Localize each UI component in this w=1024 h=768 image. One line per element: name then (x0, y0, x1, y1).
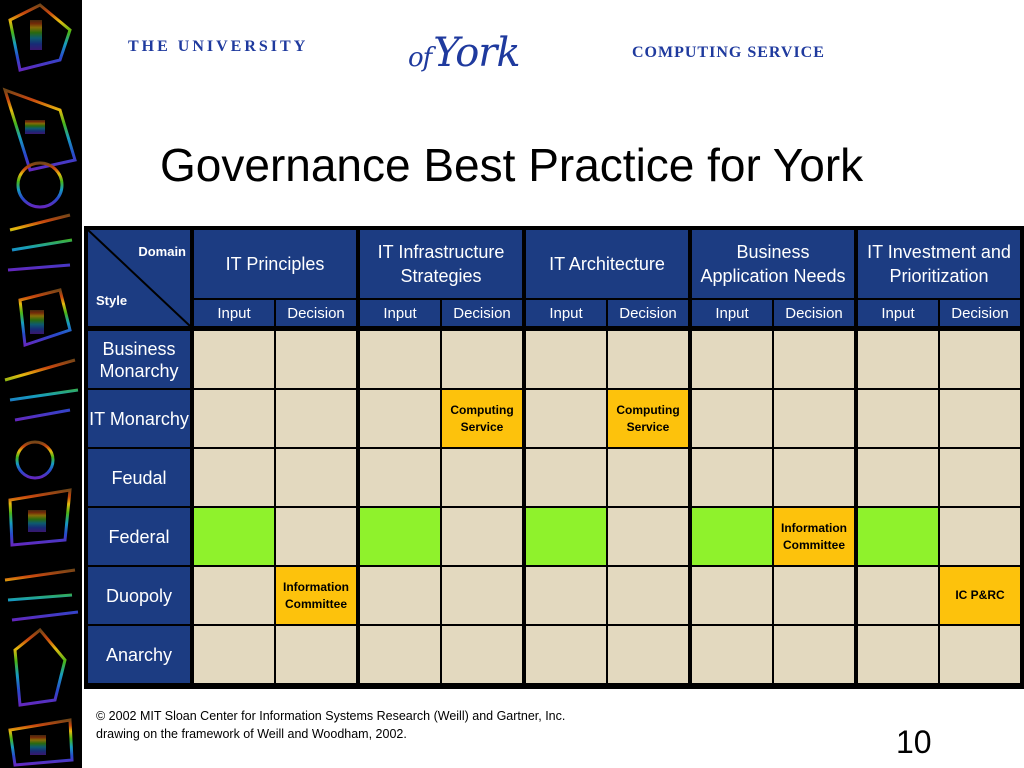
matrix-cell (276, 449, 356, 506)
matrix-cell-green (194, 508, 274, 565)
logo-of: of (408, 43, 432, 73)
matrix-cell (774, 449, 854, 506)
university-name (128, 38, 308, 56)
matrix-cell (276, 626, 356, 683)
input-subheader: Input (194, 300, 274, 326)
matrix-cell-highlight: Information Committee (774, 508, 854, 565)
matrix-cell (774, 626, 854, 683)
decorative-side-strip (0, 0, 82, 768)
matrix-cell (692, 449, 772, 506)
footnote-line-1: © 2002 MIT Sloan Center for Information Systems Research (Weill) and Gartner, Inc. (96, 709, 566, 723)
matrix-cell (526, 567, 606, 624)
matrix-cell (442, 331, 522, 388)
matrix-cell (194, 626, 274, 683)
matrix-cell (774, 331, 854, 388)
domain-header: IT Infrastructure Strategies (360, 230, 522, 298)
domain-header: Business Application Needs (692, 230, 854, 298)
matrix-cell (276, 508, 356, 565)
style-row-label: Feudal (88, 449, 190, 506)
decision-subheader: Decision (774, 300, 854, 326)
matrix-cell (940, 508, 1020, 565)
matrix-cell (692, 390, 772, 447)
matrix-cell (194, 390, 274, 447)
domain-header: IT Principles (194, 230, 356, 298)
matrix-cell (692, 331, 772, 388)
footnote-line-2: drawing on the framework of Weill and Woodham, 2002. (96, 727, 407, 741)
matrix-cell (608, 626, 688, 683)
matrix-cell (442, 449, 522, 506)
matrix-cell (858, 449, 938, 506)
slide-title: Governance Best Practice for York (160, 139, 864, 191)
university-prefix: THE UNIVERSITY (128, 38, 309, 55)
matrix-cell (608, 508, 688, 565)
style-row-label: Duopoly (88, 567, 190, 624)
matrix-cell (442, 508, 522, 565)
input-subheader: Input (692, 300, 772, 326)
matrix-cell-highlight: IC P&RC (940, 567, 1020, 624)
matrix-cell (194, 331, 274, 388)
decision-subheader: Decision (940, 300, 1020, 326)
matrix-cell-green (692, 508, 772, 565)
matrix-cell (276, 390, 356, 447)
matrix-cell (608, 331, 688, 388)
matrix-cell (526, 331, 606, 388)
matrix-cell-highlight: Computing Service (608, 390, 688, 447)
matrix-cell (194, 449, 274, 506)
matrix-cell (360, 567, 440, 624)
corner-style-label: Style (96, 293, 128, 308)
matrix-cell (858, 331, 938, 388)
decision-subheader: Decision (608, 300, 688, 326)
matrix-cell (194, 567, 274, 624)
matrix-cell (442, 567, 522, 624)
university-logo-script (408, 30, 520, 76)
matrix-cell (526, 449, 606, 506)
matrix-cell (858, 567, 938, 624)
matrix-cell-highlight: Computing Service (442, 390, 522, 447)
page-number: 10 (896, 724, 932, 760)
footnote (96, 707, 565, 743)
matrix-cell (940, 626, 1020, 683)
decision-subheader: Decision (442, 300, 522, 326)
domain-header: IT Architecture (526, 230, 688, 298)
matrix-cell (940, 390, 1020, 447)
matrix-cell (442, 626, 522, 683)
input-subheader: Input (360, 300, 440, 326)
matrix-cell (608, 449, 688, 506)
style-row-label: IT Monarchy (88, 390, 190, 447)
input-subheader: Input (526, 300, 606, 326)
input-subheader: Input (858, 300, 938, 326)
matrix-cell (360, 626, 440, 683)
logo-york: York (433, 30, 520, 76)
matrix-cell (608, 567, 688, 624)
style-row-label: Federal (88, 508, 190, 565)
matrix-cell (692, 567, 772, 624)
style-row-label: Anarchy (88, 626, 190, 683)
style-row-label: Business Monarchy (88, 331, 190, 388)
matrix-cell (360, 390, 440, 447)
matrix-cell (858, 626, 938, 683)
matrix-cell-green (360, 508, 440, 565)
matrix-cell (940, 331, 1020, 388)
governance-matrix (84, 226, 1024, 689)
computing-service-label: COMPUTING SERVICE (632, 44, 825, 61)
matrix-cell (360, 331, 440, 388)
matrix-cell-green (526, 508, 606, 565)
matrix-cell (276, 331, 356, 388)
corner-domain-label: Domain (138, 244, 186, 259)
matrix-cell (360, 449, 440, 506)
matrix-cell-highlight: Information Committee (276, 567, 356, 624)
matrix-cell (940, 449, 1020, 506)
matrix-cell (774, 390, 854, 447)
matrix-cell (526, 626, 606, 683)
matrix-corner (88, 230, 190, 326)
matrix-cell (774, 567, 854, 624)
matrix-cell (858, 390, 938, 447)
rainbow-artwork (0, 0, 82, 768)
decision-subheader: Decision (276, 300, 356, 326)
matrix-cell-green (858, 508, 938, 565)
matrix-cell (692, 626, 772, 683)
domain-header: IT Investment and Prioritization (858, 230, 1020, 298)
matrix-cell (526, 390, 606, 447)
